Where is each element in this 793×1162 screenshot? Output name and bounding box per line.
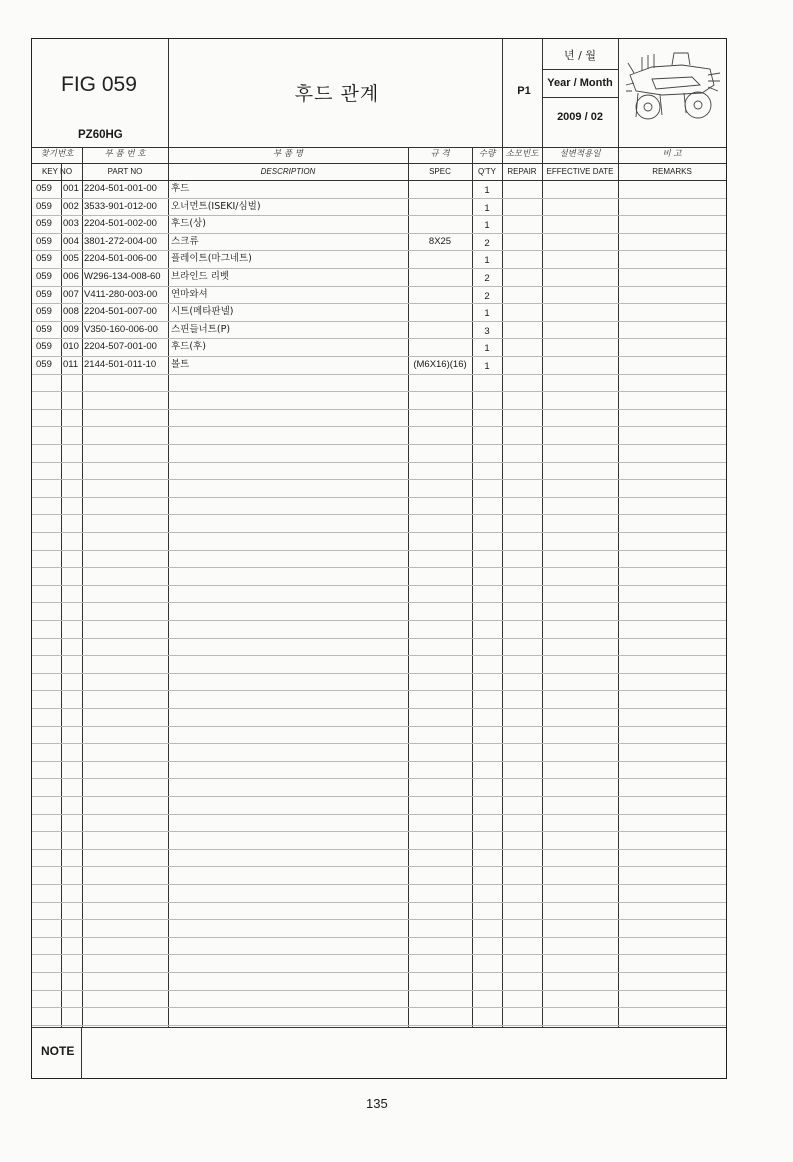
- row-quantity: 1: [484, 361, 490, 372]
- row-part-number: 2204-501-002-00: [84, 218, 157, 230]
- row-figure-number: 059: [36, 235, 52, 247]
- row-quantity: 3: [484, 325, 490, 337]
- row-description: 후드: [171, 183, 190, 194]
- row-part-number: 2204-501-006-00: [84, 253, 157, 265]
- row-description: 오너먼트(ISEKI/심벌): [171, 200, 261, 212]
- row-rule: [32, 814, 726, 815]
- row-rule: [32, 444, 726, 445]
- row-part-number: 2144-501-011-10: [84, 359, 157, 370]
- row-rule: [32, 849, 726, 850]
- column-divider: [61, 163, 62, 1027]
- row-rule: [32, 356, 726, 357]
- row-rule: [32, 286, 726, 287]
- header-divider: [168, 39, 169, 147]
- qty-header-en: Q'TY: [478, 167, 496, 176]
- row-key-number: 008: [63, 306, 79, 318]
- row-rule: [32, 426, 726, 427]
- row-key-number: 001: [63, 183, 79, 194]
- row-rule: [32, 884, 726, 885]
- part-header-ko: 부 품 번 호: [104, 149, 146, 159]
- row-rule: [32, 1025, 726, 1026]
- row-rule: [32, 338, 726, 339]
- row-description: 연마와셔: [171, 288, 208, 300]
- row-quantity: 1: [484, 220, 490, 232]
- row-rule: [32, 831, 726, 832]
- row-key-number: 005: [63, 253, 79, 265]
- row-figure-number: 059: [36, 183, 52, 194]
- column-divider: [542, 147, 543, 1027]
- repair-header-en: REPAIR: [507, 167, 537, 176]
- row-key-number: 007: [63, 288, 79, 300]
- row-rule: [32, 409, 726, 410]
- parts-list-sheet: [31, 38, 727, 1079]
- header-rule: [542, 69, 618, 70]
- row-rule: [32, 514, 726, 515]
- desc-header-en: DESCRIPTION: [260, 167, 316, 176]
- effective-header-ko: 설변적용일: [559, 149, 601, 159]
- row-part-number: 3533-901-012-00: [84, 200, 157, 212]
- repair-header-ko: 소모빈도: [505, 149, 539, 159]
- year-month-value: 2009 / 02: [557, 111, 603, 123]
- year-month-label-en: Year / Month: [547, 77, 613, 89]
- row-rule: [32, 743, 726, 744]
- key-header-en: KEY NO: [41, 167, 73, 176]
- row-rule: [32, 215, 726, 216]
- column-divider: [618, 147, 619, 1027]
- row-rule: [32, 690, 726, 691]
- row-rule: [32, 919, 726, 920]
- page-code: P1: [517, 85, 531, 97]
- year-month-label-ko: 년 / 월: [564, 49, 596, 62]
- row-rule: [32, 585, 726, 586]
- column-divider: [408, 147, 409, 1027]
- row-rule: [32, 567, 726, 568]
- row-rule: [32, 761, 726, 762]
- row-quantity: 2: [484, 237, 490, 249]
- row-part-number: V411-280-003-00: [84, 288, 158, 300]
- row-quantity: 2: [484, 290, 490, 302]
- column-divider: [82, 147, 83, 1027]
- header-divider: [618, 39, 619, 147]
- figure-number: FIG 059: [61, 73, 137, 96]
- row-rule: [32, 303, 726, 304]
- row-rule: [32, 990, 726, 991]
- page-number: 135: [366, 1096, 388, 1111]
- row-description: 스핀들너트(P): [171, 323, 231, 335]
- header-rule: [32, 180, 726, 181]
- header-rule: [542, 97, 618, 98]
- model-name: PZ60HG: [78, 129, 123, 141]
- row-figure-number: 059: [36, 341, 52, 353]
- spec-header-ko: 규 격: [430, 149, 450, 159]
- row-description: 후드(상): [171, 218, 206, 230]
- column-divider: [168, 147, 169, 1027]
- row-rule: [32, 233, 726, 234]
- effective-header-en: EFFECTIVE DATE: [546, 167, 614, 176]
- row-quantity: 2: [484, 273, 490, 284]
- row-rule: [32, 374, 726, 375]
- row-rule: [32, 532, 726, 533]
- row-description: 시트(메타판넬): [171, 306, 234, 318]
- row-rule: [32, 726, 726, 727]
- note-rule: [32, 1027, 726, 1028]
- row-rule: [32, 321, 726, 322]
- remarks-header-en: REMARKS: [652, 167, 692, 176]
- row-rule: [32, 462, 726, 463]
- row-key-number: 004: [63, 235, 79, 247]
- row-key-number: 002: [63, 200, 79, 212]
- row-part-number: 2204-501-007-00: [84, 306, 157, 318]
- header-divider: [542, 39, 543, 147]
- row-figure-number: 059: [36, 218, 52, 230]
- row-part-number: W296-134-008-60: [84, 271, 161, 282]
- row-rule: [32, 497, 726, 498]
- row-figure-number: 059: [36, 323, 52, 335]
- note-label: NOTE: [41, 1044, 75, 1058]
- row-rule: [32, 778, 726, 779]
- row-part-number: V350-160-006-00: [84, 323, 158, 335]
- row-spec: 8X25: [428, 235, 452, 247]
- row-figure-number: 059: [36, 306, 52, 318]
- row-figure-number: 059: [36, 253, 52, 265]
- row-figure-number: 059: [36, 271, 52, 282]
- row-rule: [32, 866, 726, 867]
- row-part-number: 2204-501-001-00: [84, 183, 157, 194]
- row-key-number: 006: [63, 271, 79, 282]
- note-divider: [81, 1027, 82, 1079]
- spec-header-en: SPEC: [429, 167, 451, 176]
- row-quantity: 1: [484, 255, 490, 267]
- row-spec: (M6X16)(16): [413, 359, 467, 370]
- row-part-number: 2204-507-001-00: [84, 341, 157, 353]
- qty-header-ko: 수량: [478, 149, 496, 159]
- row-rule: [32, 198, 726, 199]
- row-rule: [32, 250, 726, 251]
- row-rule: [32, 708, 726, 709]
- row-key-number: 011: [63, 359, 79, 370]
- row-description: 후드(후): [171, 341, 206, 353]
- row-part-number: 3801-272-004-00: [84, 235, 157, 247]
- section-title: 후드 관계: [294, 83, 380, 105]
- header-rule: [32, 147, 726, 148]
- header-rule: [32, 163, 726, 164]
- row-rule: [32, 954, 726, 955]
- column-divider: [502, 147, 503, 1027]
- row-key-number: 003: [63, 218, 79, 230]
- desc-header-ko: 부 품 명: [272, 149, 304, 159]
- row-quantity: 1: [484, 202, 490, 214]
- header-divider: [502, 39, 503, 147]
- row-quantity: 1: [484, 343, 490, 355]
- part-header-en: PART NO: [107, 167, 143, 176]
- row-figure-number: 059: [36, 200, 52, 212]
- row-quantity: 1: [484, 185, 490, 196]
- row-description: 볼트: [171, 359, 190, 370]
- machine-thumbnail-image: [622, 45, 722, 135]
- row-figure-number: 059: [36, 288, 52, 300]
- row-description: 브라인드 리벳: [171, 271, 230, 282]
- row-rule: [32, 902, 726, 903]
- row-rule: [32, 602, 726, 603]
- row-rule: [32, 796, 726, 797]
- row-rule: [32, 268, 726, 269]
- row-rule: [32, 937, 726, 938]
- row-rule: [32, 391, 726, 392]
- row-rule: [32, 655, 726, 656]
- row-rule: [32, 479, 726, 480]
- row-figure-number: 059: [36, 359, 52, 370]
- row-rule: [32, 1007, 726, 1008]
- row-key-number: 009: [63, 323, 79, 335]
- row-rule: [32, 620, 726, 621]
- key-header-ko: 찾기번호: [40, 149, 74, 159]
- row-description: 스크류: [171, 235, 199, 247]
- row-rule: [32, 972, 726, 973]
- remarks-header-ko: 비 고: [662, 149, 682, 159]
- row-rule: [32, 638, 726, 639]
- row-description: 플레이트(마그네트): [171, 253, 252, 265]
- row-key-number: 010: [63, 341, 79, 353]
- row-quantity: 1: [484, 308, 490, 320]
- row-rule: [32, 673, 726, 674]
- row-rule: [32, 550, 726, 551]
